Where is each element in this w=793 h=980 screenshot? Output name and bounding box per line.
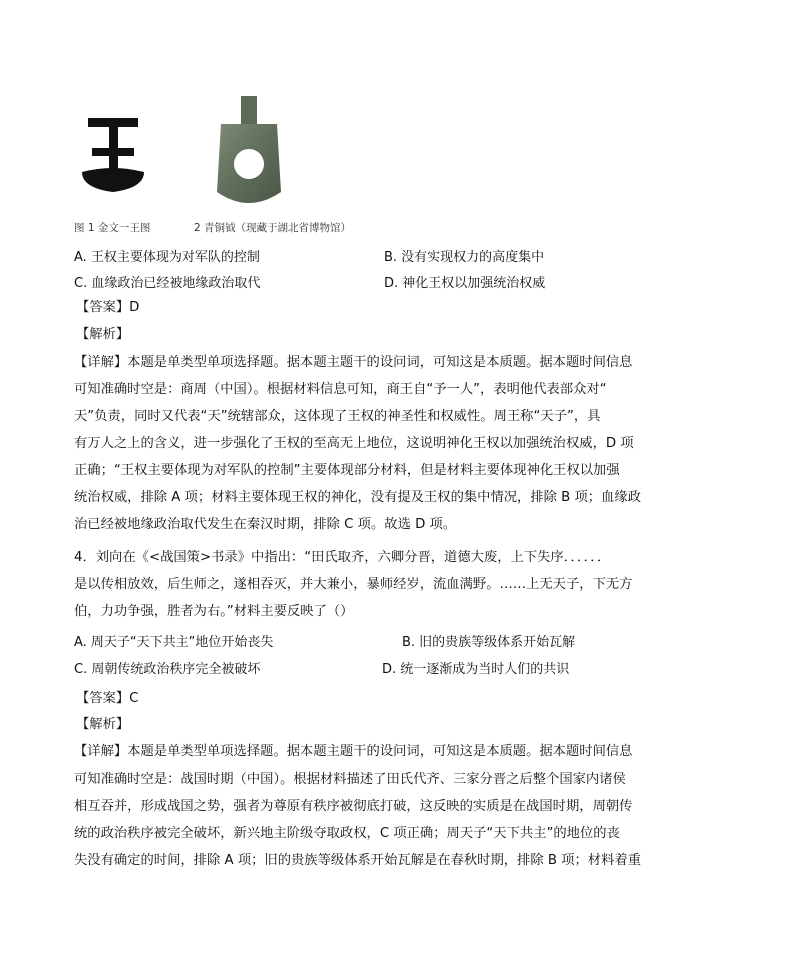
jinwen-wang-glyph-figure — [80, 114, 146, 196]
q3-detail-line: 统治权威，排除 A 项；材料主要体现王权的神化，没有提及王权的集中情况，排除 B 项；血缘政 — [74, 490, 641, 505]
q3-analysis-label: 【解析】 — [76, 327, 130, 342]
q3-detail-line: 治已经被地缘政治取代发生在秦汉时期，排除 C 项。故选 D 项。 — [74, 517, 457, 532]
q3-option-c: C. 血缘政治已经被地缘政治取代 — [74, 276, 261, 291]
q4-option-a: A. 周天子“天下共主”地位开始丧失 — [74, 635, 274, 650]
q3-detail-line: 天”负责，同时又代表“天”统辖部众，这体现了王权的神圣性和权威性。周王称“天子”，具 — [74, 409, 601, 424]
q4-detail-line: 失没有确定的时间，排除 A 项；旧的贵族等级体系开始瓦解是在春秋时期，排除 B 项；材料着重 — [74, 853, 641, 868]
q4-analysis-label: 【解析】 — [76, 717, 130, 732]
q4-answer: 【答案】C — [76, 691, 139, 706]
q4-option-b: B. 旧的贵族等级体系开始瓦解 — [402, 635, 576, 650]
q4-option-c: C. 周朝传统政治秩序完全被破坏 — [74, 662, 261, 677]
q3-detail-line: 有万人之上的含义，进一步强化了王权的至高无上地位，这说明神化王权以加强统治权威，D 项 — [74, 436, 634, 451]
q4-option-d: D. 统一逐渐成为当时人们的共识 — [382, 662, 570, 677]
q3-detail-line: 可知准确时空是：商周（中国）。根据材料信息可知，商王自“予一人”，表明他代表部众对“ — [74, 382, 607, 397]
figure-2-caption: 2 青铜钺（现藏于湖北省博物馆） — [194, 222, 352, 234]
q3-detail-line: 正确；“王权主要体现为对军队的控制”主要体现部分材料，但是材料主要体现神化王权以加强 — [74, 463, 620, 478]
q4-stem-line: 是以传相放效，后生师之，遂相吞灭，并大兼小，暴师经岁，流血满野。……上无天子，下无方 — [74, 577, 633, 592]
q3-detail-line: 【详解】本题是单类型单项选择题。据本题主题干的设问词，可知这是本质题。据本题时间信息 — [74, 355, 633, 370]
q3-option-a: A. 王权主要体现为对军队的控制 — [74, 250, 260, 265]
q3-option-d: D. 神化王权以加强统治权威 — [384, 276, 546, 291]
bronze-yue-axe-figure — [211, 96, 287, 210]
q4-detail-line: 相互吞并，形成战国之势，强者为尊原有秩序被彻底打破，这反映的实质是在战国时期，周朝传 — [74, 799, 633, 814]
q4-detail-line: 统的政治秩序被完全破坏，新兴地主阶级夺取政权，C 项正确；周天子“天下共主”的地位的丧 — [74, 826, 620, 841]
q4-detail-line: 可知准确时空是：战国时期（中国）。根据材料描述了田氏代齐、三家分晋之后整个国家内诸侯 — [74, 772, 626, 787]
q4-detail-line: 【详解】本题是单类型单项选择题。据本题主题干的设问词，可知这是本质题。据本题时间信息 — [74, 744, 633, 759]
q4-stem-line: 4．刘向在《<战国策>书录》中指出：“田氏取齐，六卿分晋，道德大废，上下失序．．．．．． — [74, 550, 611, 565]
q4-stem-line: 伯，力功争强，胜者为右。”材料主要反映了（） — [74, 604, 354, 619]
q3-answer: 【答案】D — [76, 300, 140, 315]
figure-1-caption: 图 1 金文一王图 — [74, 222, 151, 234]
q3-option-b: B. 没有实现权力的高度集中 — [384, 250, 545, 265]
